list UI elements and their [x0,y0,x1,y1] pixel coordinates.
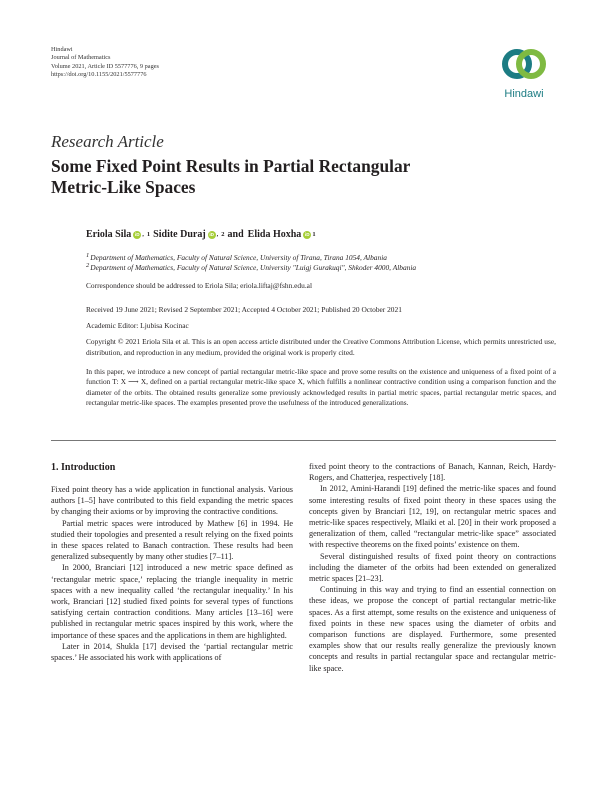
doi-link[interactable]: https://doi.org/10.1155/2021/5577776 [51,71,147,79]
body-paragraph: Continuing in this way and trying to find an essential connection on these ideas, we propose the concept of partial rectangular metric-like spaces. As a first attempt, some results on the existence and uniqueness of fixed points in these new spaces using the diameter of orbits and comparison functions are displayed. Furthermore, some presented examples show that our results really generalize the previously known concepts and results in partial rectangular space and rectangular metric-like space. [309,585,556,673]
body-paragraph: Several distinguished results of fixed point theory on contractions including the diameter of the orbits had been extended on generalized metric spaces [21–23]. [309,551,556,584]
affiliations [86,253,556,274]
academic-editor: Academic Editor: Ljubisa Kocinac [86,321,189,330]
correspondence: Correspondence should be addressed to Eriola Sila; eriola.liftaj@fshn.edu.al [86,281,312,290]
affiliation-number: 1 [86,251,90,259]
body-paragraph: In 2012, Amini-Harandi [19] defined the metric-like spaces and found some interesting results of fixed point theory in these spaces using the concepts given by Branciari [12, 19], on rectangular metric spaces and metric-like spaces respectively, Mlaiki et al. [20] in their work proposed a generalization of them, called “rectangular metric-like space” associated with respective theorems on the fixed points’ existence on them. [309,484,556,550]
hindawi-logo [492,44,556,100]
section-heading: 1. Introduction [51,462,116,473]
publisher-name: Hindawi [51,46,73,53]
logo-text: Hindawi [504,88,544,100]
affiliation [86,253,556,263]
body-paragraph: Partial metric spaces were introduced by Mathew [6] in 1994. He studied their topologies and presented a result relying on the fixed points in these spaces related to Banach contraction. These results had been generalized subsequently by many other studies [7–11]. [51,518,293,562]
copyright-notice: Copyright © 2021 Eriola Sila et al. This is an open access article distributed under the Creative Commons Attribution License, which permits unrestricted use, distribution, and reproduction in any medium, provided the original work is properly cited. [86,337,556,357]
affiliation-text: Department of Mathematics, Faculty of Natural Science, University "Luigj Gurakuqi", Shkoder 4000, Albania [90,263,417,273]
section-divider [51,440,556,441]
affiliation [86,263,556,273]
orcid-icon[interactable]: iD [209,231,214,237]
abstract: In this paper, we introduce a new concept of partial rectangular metric-like space and prove some results on the existence and uniqueness of a fixed point of a function T: X ⟶ X, defined on a partial rectangular metric-like space X, which fulfills a nonlinear contractive condition using a comparison function and the diameter of the orbits. The obtained results generalize some previously acknowledged results in partial metric spaces, partial rectangular metric spaces, and rectangular metric-like spaces. The examples presented prove the usefulness of the introduced generalizations. [86,367,556,408]
journal-metadata [51,46,159,80]
author-name[interactable]: Eriola Sila [86,229,132,240]
orcid-icon[interactable]: iD [135,231,140,237]
affiliation-text: Department of Mathematics, Faculty of Natural Science, University of Tirana, Tirana 1054, Albania [90,253,387,262]
title-line: Metric-Like Spaces [51,176,196,197]
article-type: Research Article [51,132,164,151]
author-name[interactable]: Elida Hoxha [247,229,302,240]
left-column [51,484,293,663]
body-paragraph: In 2000, Branciari [12] introduced a new metric space defined as ‘rectangular metric space,’ replacing the triangle inequality in metric spaces with a new inequality called ‘the rectangular inequality.’ In his work, Branciari [12] studied fixed points for several types of functions satisfying certain contraction conditions. Many articles [13–16] were published in rectangular metric spaces inspired by this work, where the importance of these spaces and the applications in them are highlighted. [51,563,293,640]
author-name[interactable]: Sidite Duraj [153,229,206,240]
author-conjunction: and [227,229,244,240]
paper-title [51,156,531,197]
hindawi-logo-icon [499,44,549,84]
orcid-icon[interactable]: iD [305,231,310,237]
body-paragraph: fixed point theory to the contractions of Banach, Kannan, Reich, Hardy-Rogers, and Chatterjea, respectively [18]. [309,462,556,483]
journal-name: Journal of Mathematics [51,54,111,62]
body-paragraph: Fixed point theory has a wide application in functional analysis. Various authors [1–5] have contributed to this field expanding the metric spaces by changing their axioms or by improving the contractive conditions. [51,485,293,517]
affiliation-number: 2 [86,261,90,269]
publication-dates: Received 19 June 2021; Revised 2 September 2021; Accepted 4 October 2021; Published 20 October 2021 [86,305,402,314]
author-list: Eriola Sila iD , 1 Sidite Duraj iD , 2 and Elida Hoxha iD 1 [86,229,316,240]
title-line: Some Fixed Point Results in Partial Rectangular [51,156,411,176]
right-column [309,461,556,674]
body-paragraph: Later in 2014, Shukla [17] devised the ‘partial rectangular metric spaces.’ He associated his work with applications of [51,641,293,663]
volume-line: Volume 2021, Article ID 5577776, 9 pages [51,62,159,70]
